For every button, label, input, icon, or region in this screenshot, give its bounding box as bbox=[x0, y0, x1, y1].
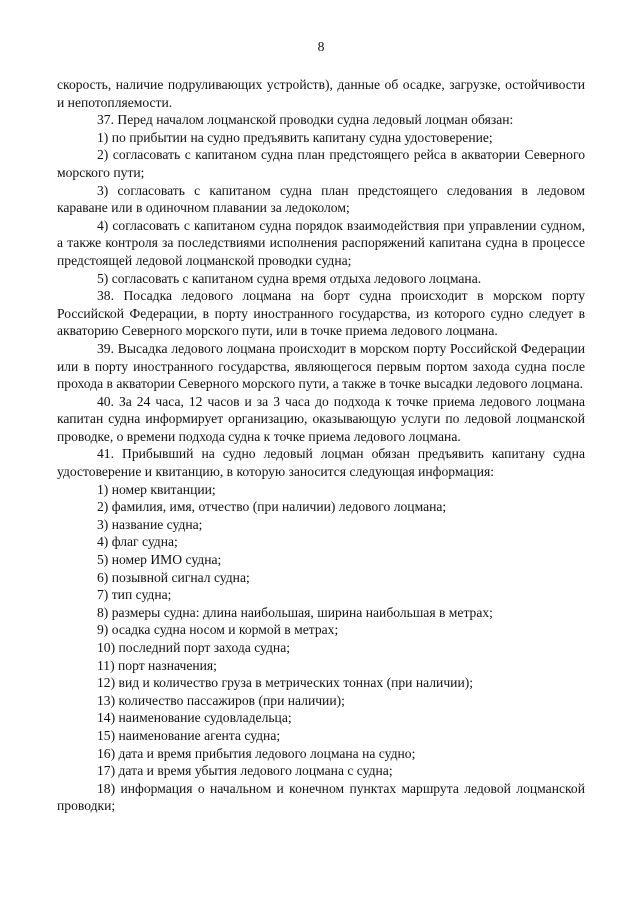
paragraph: 12) вид и количество груза в метрических тоннах (при наличии); bbox=[97, 675, 474, 691]
paragraph: 38. Посадка ледового лоцмана на борт судна происходит в морском порту Российской Федерации, в порту иностранного государства, из которого судно следует в акваторию Северного морского пути, или в точке приема ледового лоцмана. bbox=[57, 288, 585, 339]
paragraph: 4) согласовать с капитаном судна порядок взаимодействия при управлении судном, а также контроля за последствиями исполнения распоряжений капитана судна в процессе предстоящей ледовой лоцманской проводки судна; bbox=[57, 217, 585, 268]
document-body bbox=[57, 76, 585, 815]
paragraph: 1) номер квитанции; bbox=[97, 481, 216, 497]
paragraph: 15) наименование агента судна; bbox=[97, 727, 281, 743]
paragraph: 6) позывной сигнал судна; bbox=[97, 569, 250, 585]
paragraph: 9) осадка судна носом и кормой в метрах; bbox=[97, 622, 339, 638]
paragraph: 2) фамилия, имя, отчество (при наличии) ледового лоцмана; bbox=[97, 499, 447, 515]
paragraph: скорость, наличие подруливающих устройств), данные об осадке, загрузке, остойчивости и непотопляемости. bbox=[57, 77, 585, 110]
paragraph: 1) по прибытии на судно предъявить капитану судна удостоверение; bbox=[97, 129, 493, 145]
page-number: 8 bbox=[317, 39, 325, 54]
paragraph: 8) размеры судна: длина наибольшая, ширина наибольшая в метрах; bbox=[97, 604, 493, 620]
paragraph: 5) согласовать с капитаном судна время отдыха ледового лоцмана. bbox=[97, 270, 482, 286]
paragraph: 3) согласовать с капитаном судна план предстоящего следования в ледовом караване или в одиночном плавании за ледоколом; bbox=[57, 182, 585, 216]
paragraph: 18) информация о начальном и конечном пунктах маршрута ледовой лоцманской проводки; bbox=[57, 780, 585, 814]
paragraph: 16) дата и время прибытия ледового лоцмана на судно; bbox=[97, 745, 416, 761]
paragraph: 3) название судна; bbox=[97, 516, 203, 532]
paragraph: 11) порт назначения; bbox=[97, 657, 217, 673]
paragraph: 5) номер ИМО судна; bbox=[97, 552, 222, 568]
paragraph: 10) последний порт захода судна; bbox=[97, 640, 290, 655]
paragraph: 39. Высадка ледового лоцмана происходит в морском порту Российской Федерации или в порту иностранного государства, являющегося первым портом захода судна после прохода в акватории Северного морского пути, а также в точке высадки ледового лоцмана. bbox=[57, 340, 585, 392]
paragraph: 13) количество пассажиров (при наличии); bbox=[97, 692, 345, 708]
paragraph: 4) флаг судна; bbox=[97, 534, 178, 550]
paragraph: 17) дата и время убытия ледового лоцмана с судна; bbox=[97, 763, 393, 779]
paragraph: 40. За 24 часа, 12 часов и за 3 часа до подхода к точке приема ледового лоцмана капитан судна информирует организацию, оказывающую услуги по ледовой лоцманской проводке, о времени подхода судна к точке приема ледового лоцмана. bbox=[57, 393, 585, 444]
paragraph: 2) согласовать с капитаном судна план предстоящего рейса в акватории Северного морского пути; bbox=[57, 147, 585, 180]
paragraph: 41. Прибывший на судно ледовый лоцман обязан предъявить капитану судна удостоверение и квитанцию, в которую заносится следующая информация: bbox=[57, 446, 585, 480]
paragraph: 7) тип судна; bbox=[97, 587, 172, 603]
paragraph: 37. Перед началом лоцманской проводки судна ледовый лоцман обязан: bbox=[97, 112, 514, 128]
paragraph: 14) наименование судовладельца; bbox=[97, 710, 292, 726]
